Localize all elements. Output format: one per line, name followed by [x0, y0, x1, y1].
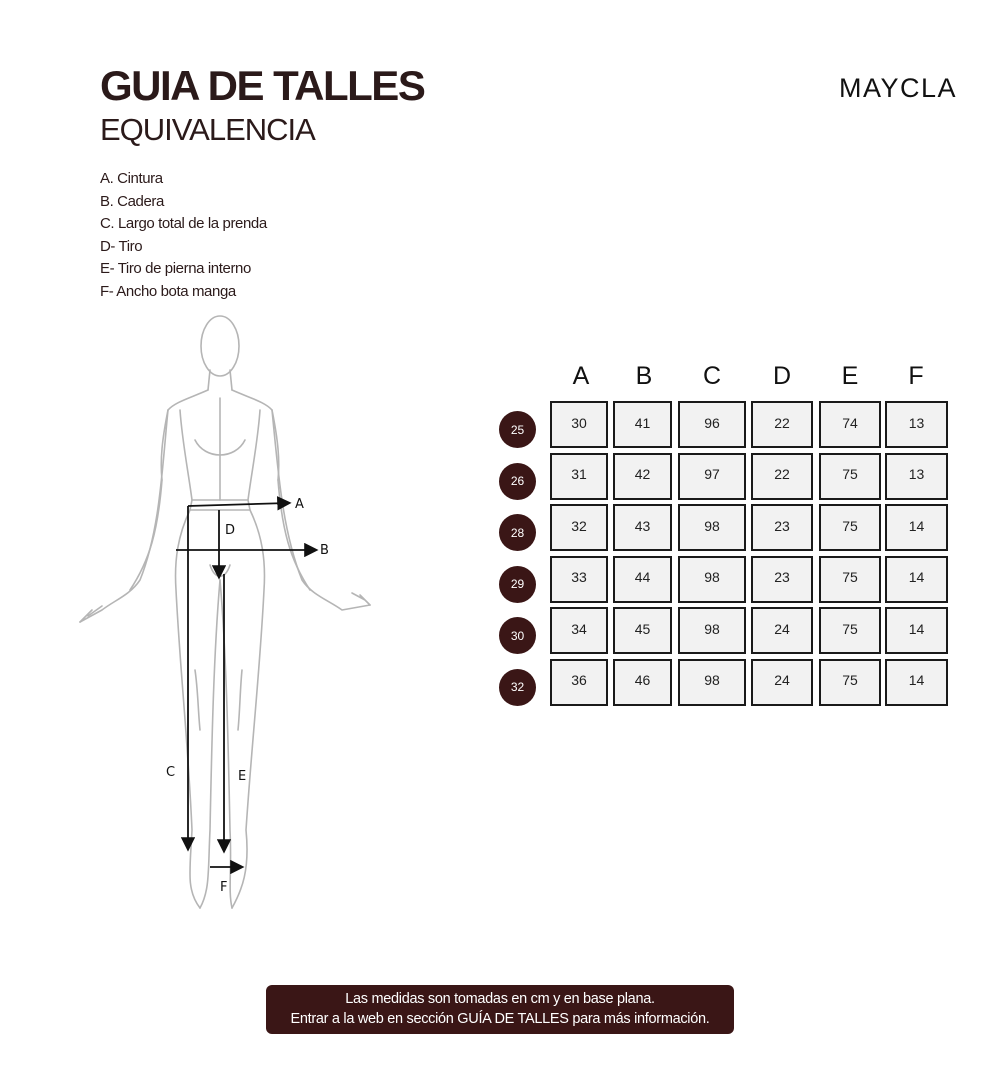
table-cell: 98: [678, 607, 746, 654]
footer-note-line: Entrar a la web en sección GUÍA DE TALLES para más información.: [290, 1011, 710, 1027]
table-cell: 98: [678, 504, 746, 551]
body-silhouette-icon: [70, 310, 390, 920]
page-title: GUIA DE TALLES: [100, 62, 425, 109]
table-cell: 14: [885, 504, 948, 551]
legend-item: B. Cadera: [100, 192, 164, 210]
table-cell: 22: [751, 453, 813, 500]
page-subtitle: EQUIVALENCIA: [100, 112, 315, 147]
table-cell: 34: [550, 607, 608, 654]
size-badge: 30: [499, 617, 536, 654]
table-cell: 98: [678, 556, 746, 603]
table-cell: 13: [885, 453, 948, 500]
figure-label-d: D: [225, 523, 236, 538]
legend-item: A. Cintura: [100, 170, 163, 187]
table-cell: 30: [550, 401, 608, 448]
size-badge: 29: [499, 566, 536, 603]
table-cell: 13: [885, 401, 948, 448]
legend-item: E- Tiro de pierna interno: [100, 260, 251, 277]
legend-item: C. Largo total de la prenda: [100, 215, 267, 232]
table-cell: 45: [613, 607, 672, 654]
table-cell: 98: [678, 659, 746, 706]
column-header-d: D: [772, 362, 792, 390]
table-cell: 22: [751, 401, 813, 448]
size-badge: 32: [499, 669, 536, 706]
brand-logo: MAYCLA: [838, 73, 957, 103]
table-cell: 23: [751, 556, 813, 603]
table-cell: 24: [751, 607, 813, 654]
table-cell: 97: [678, 453, 746, 500]
footer-note-line: Las medidas son tomadas en cm y en base plana.: [345, 991, 655, 1007]
size-badge: 26: [499, 463, 536, 500]
size-badge: 25: [499, 411, 536, 448]
figure-label-f: F: [220, 880, 228, 895]
size-badge: 28: [499, 514, 536, 551]
table-cell: 42: [613, 453, 672, 500]
table-cell: 14: [885, 659, 948, 706]
figure-label-c: C: [166, 765, 176, 780]
table-cell: 43: [613, 504, 672, 551]
figure-label-a: A: [295, 497, 304, 512]
table-cell: 14: [885, 607, 948, 654]
table-cell: 44: [613, 556, 672, 603]
figure-label-b: B: [320, 543, 329, 558]
column-header-f: F: [908, 362, 924, 390]
table-cell: 14: [885, 556, 948, 603]
table-cell: 41: [613, 401, 672, 448]
figure-label-e: E: [238, 769, 247, 784]
table-cell: 75: [819, 453, 881, 500]
measurement-legend: [100, 170, 267, 305]
legend-item: D- Tiro: [100, 237, 143, 255]
legend-item: F- Ancho bota manga: [100, 282, 236, 300]
table-cell: 33: [550, 556, 608, 603]
column-header-c: C: [702, 362, 722, 390]
table-cell: 75: [819, 607, 881, 654]
table-cell: 75: [819, 556, 881, 603]
table-cell: 75: [819, 504, 881, 551]
column-header-a: A: [572, 362, 590, 390]
table-cell: 32: [550, 504, 608, 551]
table-cell: 23: [751, 504, 813, 551]
table-cell: 24: [751, 659, 813, 706]
column-header-b: B: [635, 362, 653, 390]
table-cell: 75: [819, 659, 881, 706]
column-header-e: E: [841, 362, 859, 390]
table-cell: 46: [613, 659, 672, 706]
table-cell: 36: [550, 659, 608, 706]
body-figure: [70, 310, 390, 920]
table-cell: 96: [678, 401, 746, 448]
table-cell: 74: [819, 401, 881, 448]
table-cell: 31: [550, 453, 608, 500]
footer-note: [266, 985, 734, 1034]
